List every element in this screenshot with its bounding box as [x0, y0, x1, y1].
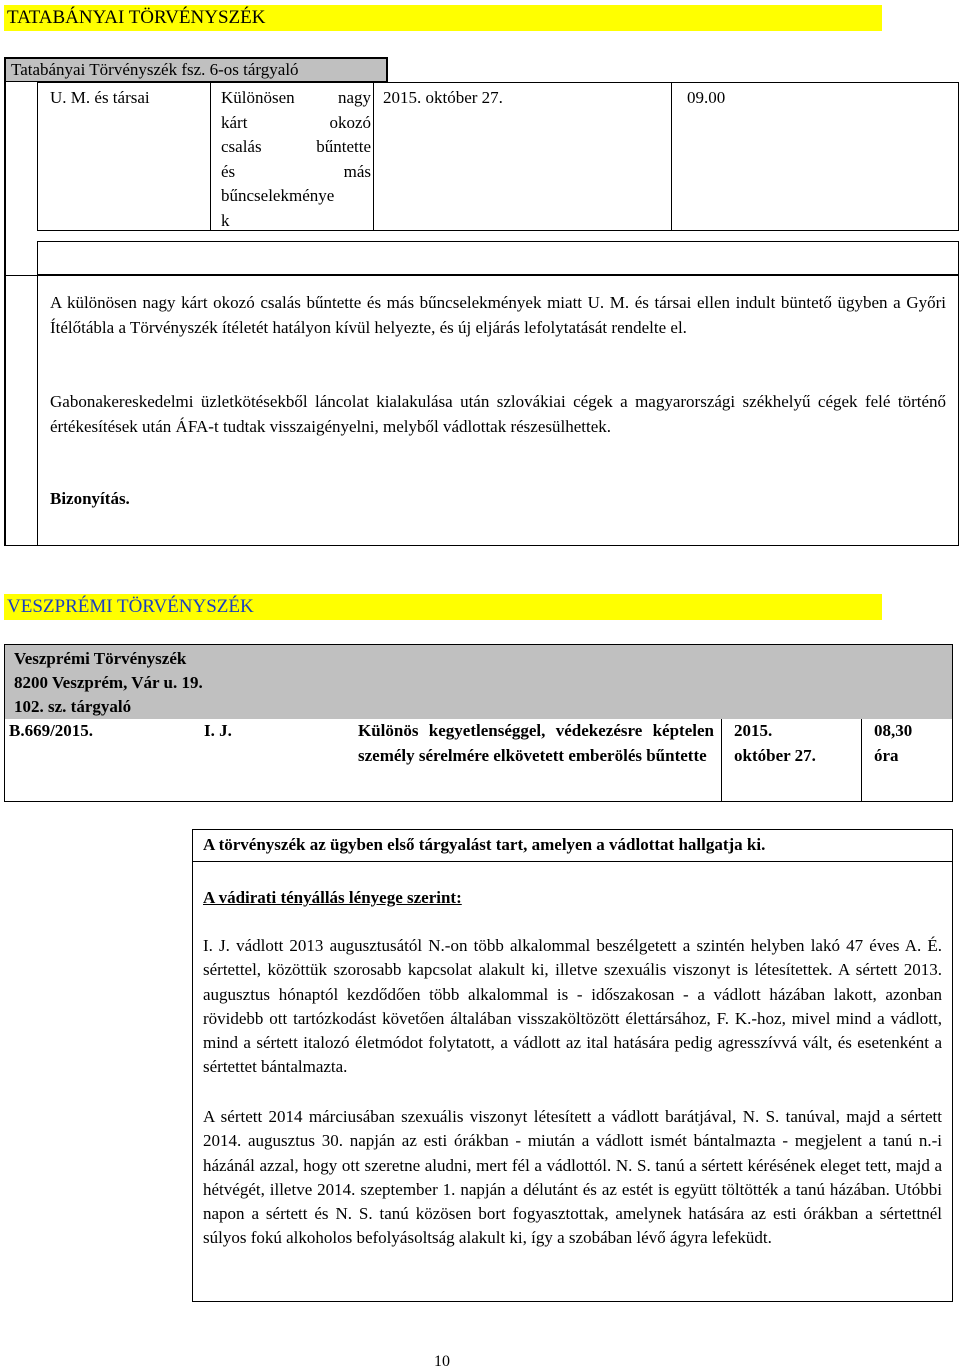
case-summary: A különösen nagy kárt okozó csalás bűntette és más bűncselekmények miatt U. M. és társai ellen indult büntető ügyben a Győri Ítélőtábla a Törvényszék ítéletét hatályon kívül helyezte, és új eljárás lefolytatását rendelte el. — [50, 293, 946, 337]
case2-divider-2 — [861, 719, 862, 802]
evidence-label: Bizonyítás. — [50, 489, 130, 508]
case-description: Gabonakereskedelmi üzletkötésekből láncolat kialakulása után szlovákiai cégek a magyarországi székhelyű cégek felé történő értékesítések után ÁFA-t tudtak visszaigényelni, melyből vádlottak részesülhettek. — [50, 392, 946, 436]
court-title-veszprem: VESZPRÉMI TÖRVÉNYSZÉK — [4, 594, 882, 620]
charge-line-2: kárt okozó — [221, 112, 371, 132]
case2-date — [734, 719, 816, 768]
court-name: Veszprémi Törvényszék — [14, 649, 187, 668]
charge-line-1: Különösen nagy — [221, 88, 371, 107]
venue-header — [4, 57, 388, 82]
case2-time — [874, 719, 912, 768]
description-left-border — [37, 275, 38, 546]
facts-heading: A vádirati tényállás lényege szerint: — [203, 888, 462, 907]
charge-line-4: és más — [221, 161, 371, 181]
case-date: 2015. október 27. — [383, 88, 503, 107]
case2-date-day: október 27. — [734, 745, 816, 765]
case-row-divider-2 — [373, 82, 374, 231]
facts-paragraph-2: A sértett 2014 márciusában szexuális viszonyt létesített a vádlott barátjával, N. S. tanúval, majd a sértett 2014. augusztus 30. napján az esti órákban - miután a vádlott ismét bántalmazta - megjelent a tanú n.-i házánál azzal, hogy ott szeretne aludni, mert fél a vádlottól. N. S. tanú a sértett kérésének eleget tett, majd a hétvégét, illetve 2014. szeptember 1. napján a délutánt és az estét is együtt töltötték a tanú házában. Utóbbi napon a sértett és N. S. tanú közösen bort fogyasztottak, amelynek hatására az esti órákban a sértettnél súlyos fokú alkoholos befolyásoltság alakult ki, így a szobában lévő ágyra lefeküdt. — [203, 1107, 942, 1248]
page-number: 10 — [434, 1353, 450, 1370]
court-address: 8200 Veszprém, Vár u. 19. — [14, 673, 203, 692]
charge-line-6: k — [221, 210, 230, 230]
case-charge — [221, 86, 371, 233]
facts-frame — [192, 862, 953, 1302]
case-time: 09.00 — [687, 88, 726, 107]
court-title-tatabanya: TATABÁNYAI TÖRVÉNYSZÉK — [4, 5, 882, 31]
case2-defendant: I. J. — [204, 721, 232, 740]
facts-paragraph-1: I. J. vádlott 2013 augusztusától N.-on több alkalommal beszélgetett a szintén helyben lakó 47 éves A. É. sértettel, közöttük szorosabb kapcsolat alakult ki, illetve szexuális viszonyt is létesítettek. A sértett 2013. augusztus hónaptól kezdődően több alkalommal is - időszakosan - a vádlott házában lakott, azonban rövidebb ott tartózkodást követően általában visszaköltözött élettársához, F. K.-hoz, mivel mind a vádlott, mind a sértett italozó életmódot folytatott, a vádlott az ital hatására pedig agresszívvá vált, és esetenként a sértettet bántalmazta. — [203, 936, 942, 1077]
case2-divider-1 — [721, 719, 722, 802]
case2-charge: Különös kegyetlenséggel, védekezésre képtelen személy sérelmére elkövetett emberölés bűntette — [358, 721, 714, 765]
case2-time-unit: óra — [874, 745, 899, 765]
case-row-divider-3 — [671, 82, 672, 231]
court-header — [4, 644, 953, 719]
hearing-notice: A törvényszék az ügyben első tárgyalást tart, amelyen a vádlottat hallgatja ki. — [203, 835, 766, 854]
case2-date-year: 2015. — [734, 721, 773, 740]
empty-row — [37, 241, 959, 275]
charge-line-5: bűncselekménye — [221, 186, 335, 205]
case-defendant: U. M. és társai — [50, 88, 150, 107]
case-row-divider-1 — [210, 82, 211, 231]
venue-label: Tatabányai Törvényszék fsz. 6-os tárgyaló — [11, 60, 299, 79]
notice-frame — [192, 829, 953, 862]
court-room: 102. sz. tárgyaló — [14, 697, 132, 716]
case2-number: B.669/2015. — [9, 721, 94, 740]
case2-time-value: 08,30 — [874, 721, 913, 740]
charge-line-3: csalás bűntette — [221, 137, 371, 156]
